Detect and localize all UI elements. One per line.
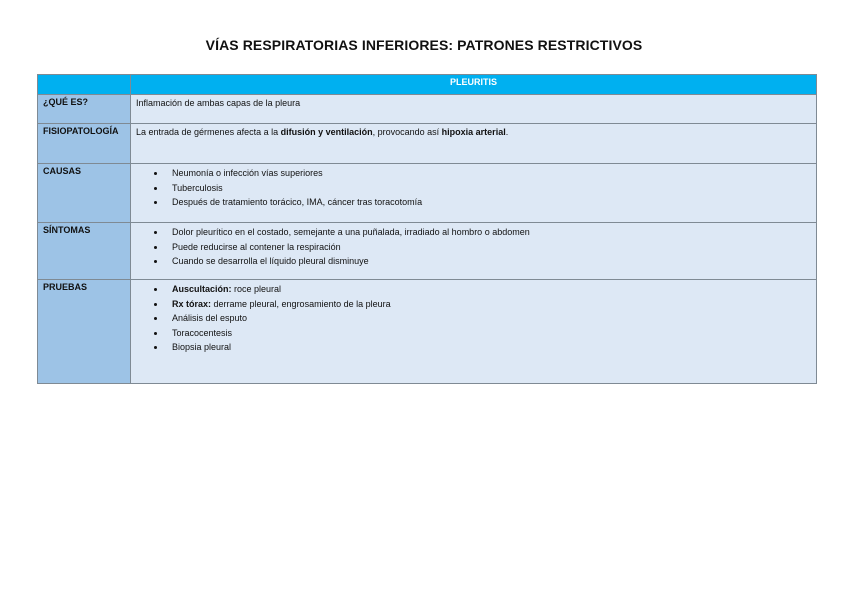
list-item: • Toracocentesis: [166, 326, 811, 341]
row-value: [131, 223, 817, 280]
header-empty-cell: [38, 75, 131, 95]
document-title: VÍAS RESPIRATORIAS INFERIORES: PATRONES RESTRICTIVOS: [205, 37, 643, 53]
bold-text: Rx tórax:: [172, 298, 212, 309]
text: derrame pleural, engrosamiento de la pleura: [211, 298, 391, 309]
row-value: Inflamación de ambas capas de la pleura: [131, 95, 817, 124]
text: La entrada de gérmenes afecta a la: [136, 127, 281, 137]
pleuritis-table: [37, 74, 817, 384]
table-header-row: [38, 75, 817, 95]
row-value: [131, 280, 817, 384]
list-item: • Análisis del esputo: [166, 311, 811, 326]
list-item: • Biopsia pleural: [166, 340, 811, 355]
row-label: FISIOPATOLOGÍA: [38, 124, 131, 164]
row-label: SÍNTOMAS: [38, 223, 131, 280]
list-item: • Neumonía o infección vías superiores: [166, 166, 811, 181]
bold-text: difusión y ventilación: [280, 127, 373, 137]
text: .: [505, 127, 509, 137]
text: roce pleural: [231, 284, 282, 294]
header-title: PLEURITIS: [131, 75, 817, 95]
table-row-pruebas: [38, 280, 817, 384]
list-item: • Dolor pleurítico en el costado, semejante a una puñalada, irradiado al hombro o abdomen: [166, 225, 811, 240]
list-item: • Después de tratamiento torácico, IMA, cáncer tras toracotomía: [166, 195, 811, 210]
row-value: [131, 164, 817, 223]
list-item: • Cuando se desarrolla el líquido pleural disminuye: [166, 254, 811, 269]
text: , provocando así: [372, 127, 442, 137]
row-label: PRUEBAS: [38, 280, 131, 384]
list-item: [166, 282, 811, 297]
list-item: • Puede reducirse al contener la respiración: [166, 240, 811, 255]
table-row-fisiopatologia: [38, 124, 817, 164]
bold-text: Auscultación:: [172, 284, 232, 294]
table-row-causas: [38, 164, 817, 223]
table-row-que-es: [38, 95, 817, 124]
row-value: [131, 124, 817, 164]
row-label: ¿QUÉ ES?: [38, 95, 131, 124]
row-label: CAUSAS: [38, 164, 131, 223]
list-item: • Tuberculosis: [166, 181, 811, 196]
bold-text: hipoxia arterial: [441, 127, 506, 137]
table-row-sintomas: [38, 223, 817, 280]
list-item: [166, 297, 811, 312]
